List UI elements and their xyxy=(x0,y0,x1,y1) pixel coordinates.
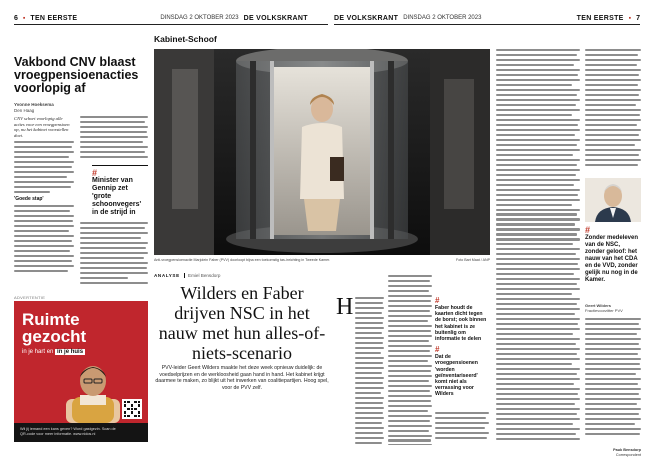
right-page-number: 7 xyxy=(636,14,640,22)
main-pull-quote-2: Dat de vroegpensioenen 'worden geïnventariseerd' komt niet als verrassing voor Wilders xyxy=(435,354,478,398)
signoff xyxy=(585,448,641,457)
ad-person-illustration xyxy=(58,361,128,423)
main-article-headline: Wilders en Faber drijven NSC in het nauw met hun alles-of-niets-scenario xyxy=(158,283,326,363)
left-pull-quote-text: Minister van Gennip zet 'grote schoonvegers' in de strijd in xyxy=(92,177,142,216)
ad-qr-code-icon[interactable] xyxy=(122,399,142,419)
section-bullet-icon: ▪ xyxy=(628,14,632,22)
ad-tagline-highlight: in je huis xyxy=(57,349,84,355)
right-section-label: TEN EERSTE xyxy=(576,14,624,22)
right-article-col-1 xyxy=(496,49,580,443)
right-article-col-3 xyxy=(585,318,641,444)
body-text xyxy=(14,205,74,272)
right-head-rule xyxy=(334,24,640,25)
ad-title-line-1: Ruimte xyxy=(22,310,80,329)
left-pull-quote xyxy=(92,165,148,217)
ad-tagline-mid: en xyxy=(46,349,54,355)
main-article-col-3 xyxy=(435,412,489,445)
article-kicker-byline: Emiel Bensdorp xyxy=(188,273,221,278)
lead-photo xyxy=(154,49,490,255)
opinion-author-name: Geert Wilders xyxy=(585,303,611,308)
left-head-rule xyxy=(14,24,328,25)
right-article-col-2 xyxy=(585,49,641,174)
byline-name: Yvonne Hoeksema xyxy=(14,102,54,107)
security-portal-photo xyxy=(154,49,490,255)
opinion-author-role: Fractievoorzitter PVV xyxy=(585,308,623,313)
main-pull-quote-1: Faber houdt de kaarten dicht tegen de borst; ook binnen het kabinet is ze buitenlig om informatie te delen xyxy=(435,305,487,343)
left-article-headline: Vakbond CNV blaast vroegpensioenacties voorlopig af xyxy=(14,55,139,95)
photo-credit: Foto Bart Maat / ANP xyxy=(456,258,490,262)
left-date: DINSDAG 2 OKTOBER 2023 xyxy=(160,15,239,21)
body-text xyxy=(14,141,74,193)
ad-label: ADVERTENTIE xyxy=(14,295,46,300)
right-date: DINSDAG 2 OKTOBER 2023 xyxy=(403,15,482,21)
main-article-col-1 xyxy=(336,297,384,445)
left-page-number: 6 xyxy=(14,14,18,22)
left-article-col-2b xyxy=(80,222,148,292)
right-running-head xyxy=(334,12,640,24)
quote-mark-icon: # xyxy=(585,225,591,235)
main-article-pull-quote xyxy=(435,297,489,398)
author-portrait xyxy=(585,178,641,222)
photo-caption xyxy=(154,258,490,262)
opinion-quote xyxy=(585,226,641,284)
left-running-head xyxy=(14,12,308,24)
opinion-quote-text: Zonder medeleven van de NSC, zonder geloof: het nauw van het CDA en de VVD, zonder gelijk nu nog in de Kamer. xyxy=(585,235,639,283)
signoff-name: Pauk Bensdorp xyxy=(613,448,641,452)
left-paper-name: DE VOLKSKRANT xyxy=(243,14,308,22)
quote-mark-icon: # xyxy=(435,296,440,305)
left-article-byline xyxy=(14,102,54,113)
quote-mark-icon: # xyxy=(435,345,440,355)
left-section-label: TEN EERSTE xyxy=(30,14,78,22)
dropcap: H xyxy=(336,297,354,320)
ad-footer xyxy=(14,423,148,442)
section-bullet-icon: ▪ xyxy=(22,14,26,22)
left-article-lead: CNV schort voorlopig alle acties voor een vroegpensioen op, nu het kabinet voorstellen doet. xyxy=(14,116,70,138)
left-article-col-2 xyxy=(80,116,148,162)
quote-mark-icon: # xyxy=(92,168,98,178)
left-article-col-1 xyxy=(14,116,74,292)
ad-tagline xyxy=(22,349,85,355)
advertisement[interactable] xyxy=(14,301,148,442)
signoff-role: Correspondent xyxy=(615,452,641,457)
ad-footer-text: Wil jij iemand een kans geven? Word gastgezin. Scan de QR-code voor meer informatie. www.nidos.nl xyxy=(20,427,116,436)
right-paper-name: DE VOLKSKRANT xyxy=(334,14,399,22)
ad-title-line-2: gezocht xyxy=(22,327,87,346)
portrait-illustration xyxy=(585,178,641,222)
byline-role: Den Haag xyxy=(14,107,35,113)
left-article-subhead: 'Goede stap' xyxy=(14,196,44,203)
ad-title xyxy=(22,311,86,345)
section-title: Kabinet-Schoof xyxy=(154,34,217,44)
opinion-author xyxy=(585,303,623,313)
photo-caption-text: Anti-vroegpensioenactie Marjolein Faber (PVV) doorloopt bijna een toekomstig tas-inrichting in Tweede Kamer. xyxy=(154,258,331,262)
article-kicker: ANALYSE xyxy=(154,273,185,278)
ad-tagline-prefix: in je hart xyxy=(22,349,46,355)
main-article-intro: PVV-leider Geert Wilders maakte het deze week opnieuw duidelijk: de voedselprijzen en de werkloosheid gaan hand in hand. Het kabinet krijgt daarmee te maken, zo blijkt uit het inwerken van coalitiepartijen. Hoog spel, voor de PVV zelf. xyxy=(155,365,329,391)
main-article-col-2 xyxy=(388,275,432,445)
